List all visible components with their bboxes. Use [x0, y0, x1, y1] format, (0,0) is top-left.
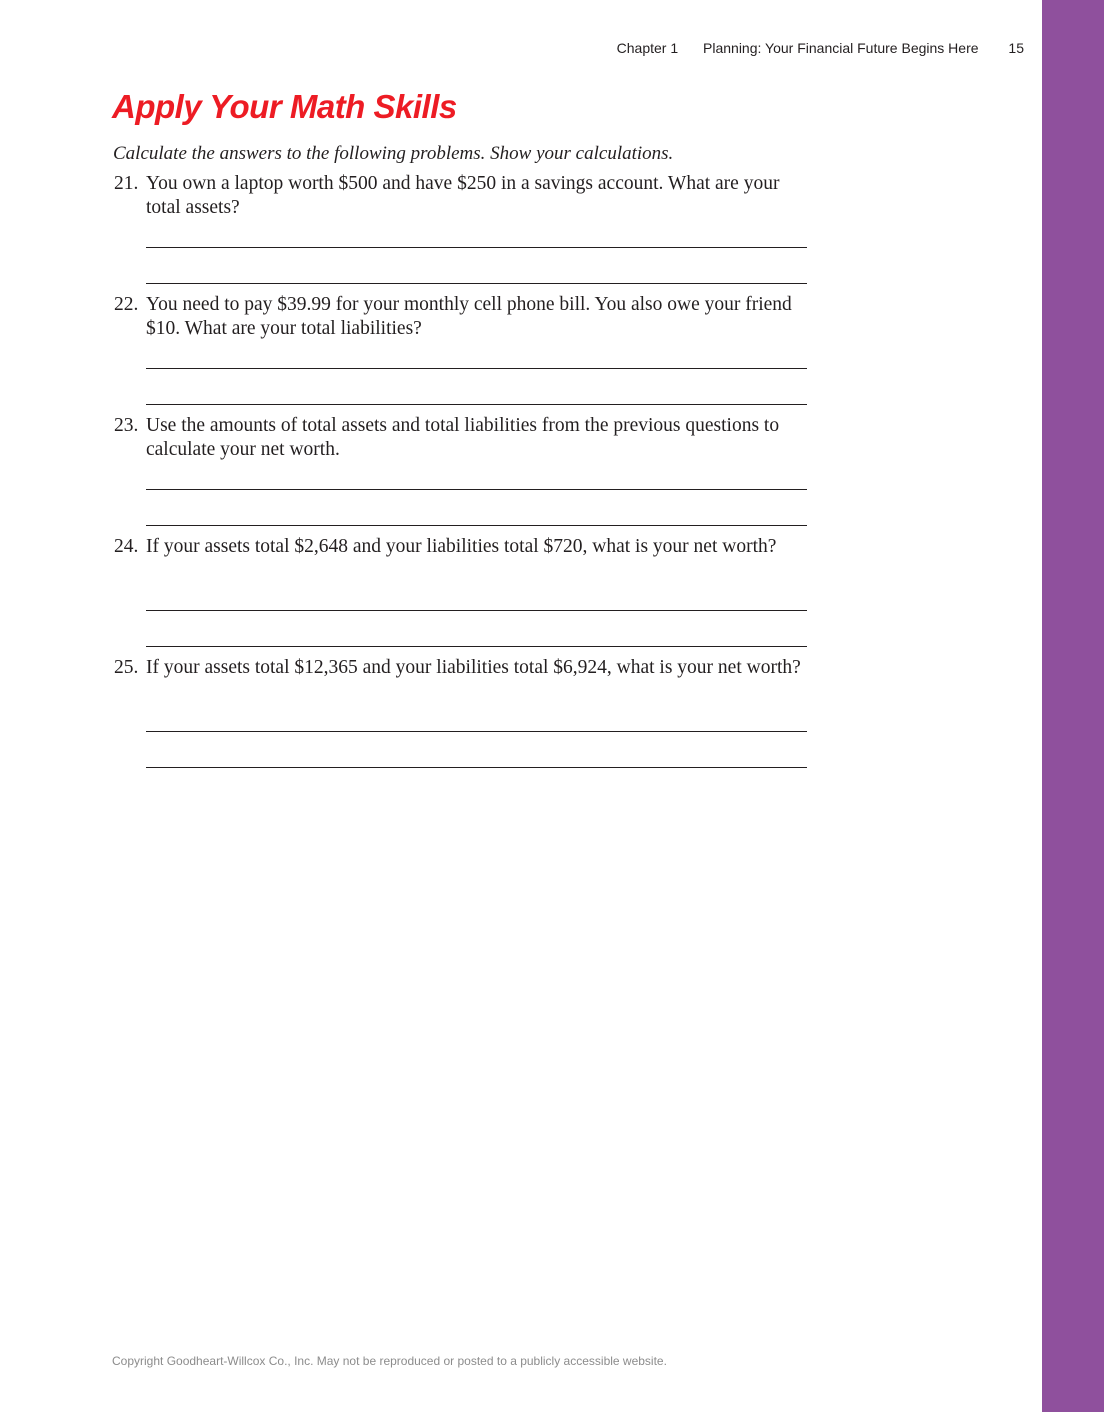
question-text: If your assets total $2,648 and your liabilities total $720, what is your net worth? [146, 536, 777, 557]
question-number: 25. [114, 657, 139, 678]
section-title: Apply Your Math Skills [112, 88, 457, 125]
chapter-title: Planning: Your Financial Future Begins Here [703, 40, 979, 56]
question-number: 21. [114, 173, 139, 194]
copyright-notice: Copyright Goodheart-Willcox Co., Inc. May not be reproduced or posted to a publicly accessible website. [112, 1354, 667, 1368]
question-text: If your assets total $12,365 and your liabilities total $6,924, what is your net worth? [146, 657, 801, 678]
question-24 [114, 535, 814, 559]
question-text: You own a laptop worth $500 and have $250 in a savings account. What are your total assets? [146, 173, 780, 218]
question-number: 23. [114, 415, 139, 436]
answer-line[interactable] [146, 404, 807, 405]
answer-line[interactable] [146, 767, 807, 768]
question-number: 22. [114, 294, 139, 315]
page-number: 15 [1008, 40, 1024, 56]
answer-line[interactable] [146, 489, 807, 490]
chapter-label: Chapter 1 [616, 40, 679, 56]
instructions: Calculate the answers to the following problems. Show your calculations. [113, 143, 674, 164]
question-text: Use the amounts of total assets and total liabilities from the previous questions to calculate your net worth. [146, 415, 780, 460]
question-23 [114, 414, 814, 462]
question-25 [114, 656, 814, 680]
answer-line[interactable] [146, 525, 807, 526]
question-text: You need to pay $39.99 for your monthly cell phone bill. You also owe your friend $10. What are your total liabilities? [146, 294, 792, 339]
chapter-color-bar [1042, 0, 1104, 1412]
running-header [600, 40, 1024, 56]
answer-line[interactable] [146, 731, 807, 732]
question-number: 24. [114, 536, 139, 557]
question-21 [114, 172, 814, 220]
answer-line[interactable] [146, 247, 807, 248]
answer-line[interactable] [146, 610, 807, 611]
answer-line[interactable] [146, 283, 807, 284]
question-22 [114, 293, 814, 341]
answer-line[interactable] [146, 646, 807, 647]
answer-line[interactable] [146, 368, 807, 369]
